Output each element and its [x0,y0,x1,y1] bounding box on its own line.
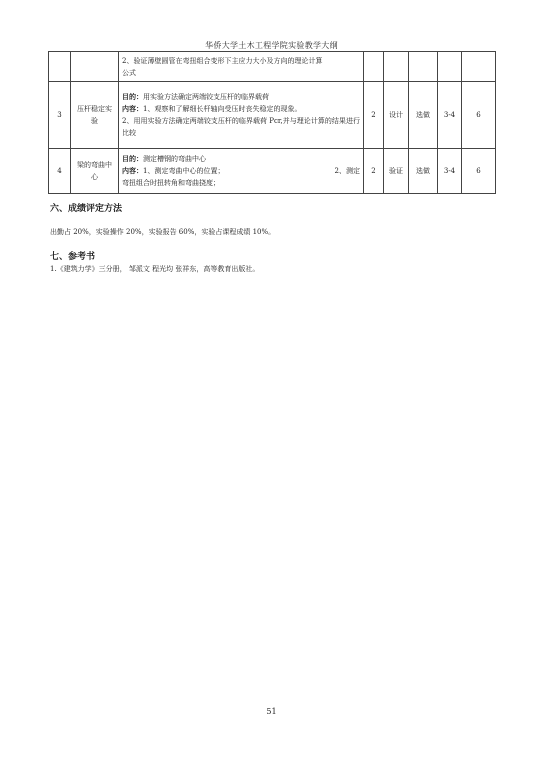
cell-count: 6 [462,82,496,149]
cell-name: 压杆稳定实验 [71,82,119,149]
cell-type: 验证 [384,149,409,194]
cell-group [438,52,462,82]
page-number: 51 [266,707,277,716]
cell-count: 6 [462,149,496,194]
cell-req: 选做 [409,82,438,149]
cell-hours [364,52,384,82]
purpose-label: 目的： [122,154,143,163]
content-line: 2、用用实验方法确定两端铰支压杆的临界载荷 Pcr,并与理论计算的结果进行比较 [122,117,360,137]
table-row-continued [49,52,496,82]
cell-content [119,149,364,194]
cell-group: 3-4 [438,82,462,149]
section-title-references: 七、参考书 [50,252,96,262]
cell-req [409,52,438,82]
cell-type: 设计 [384,82,409,149]
cell-num: 3 [49,82,71,149]
content-line: 2、验证薄壁圆管在弯扭组合变形下主应力大小及方向的理论计算 [122,56,323,65]
cell-content [119,82,364,149]
content-line [122,103,360,115]
content-line [122,165,360,177]
cell-req: 选做 [409,149,438,194]
cell-hours: 2 [364,82,384,149]
purpose-text: 测定槽钢的弯曲中心 [143,155,206,163]
cell-hours: 2 [364,149,384,194]
content-text: 1、观察和了解细长杆轴向受压时丧失稳定的现象。 [143,105,302,113]
content-line: 公式 [122,68,136,77]
content-label: 内容： [122,104,143,113]
content-label: 内容： [122,166,143,175]
purpose-label: 目的： [122,92,143,101]
grading-text: 出勤占 20%，实验操作 20%，实验报告 60%，实验占课程成绩 10%。 [50,228,276,236]
table-row [49,82,496,149]
cell-name: 梁的弯曲中心 [71,149,119,194]
cell-group: 3-4 [438,149,462,194]
cell-count [462,52,496,82]
content-line: 弯扭组合时扭转角和弯曲挠度； [122,179,220,187]
cell-name [71,52,119,82]
cell-num [49,52,71,82]
cell-content [119,52,364,82]
purpose-text: 用实验方法确定两端铰支压杆的临界载荷 [143,93,269,101]
section-title-grading: 六、成绩评定方法 [50,204,123,214]
page-header: 华侨大学土木工程学院实验教学大纲 [205,41,338,50]
cell-type [384,52,409,82]
purpose-line [122,153,360,165]
cell-num: 4 [49,149,71,194]
table-row [49,149,496,194]
experiment-table [48,51,496,194]
content-text-right: 2、测定 [334,167,360,175]
content-text: 1、测定弯曲中心的位置； [143,167,225,175]
content-left [122,165,224,177]
purpose-line [122,91,360,103]
reference-item: 1.《建筑力学》三分册， 邹派文 程光均 张祥东，高等教育出版社。 [50,265,260,273]
